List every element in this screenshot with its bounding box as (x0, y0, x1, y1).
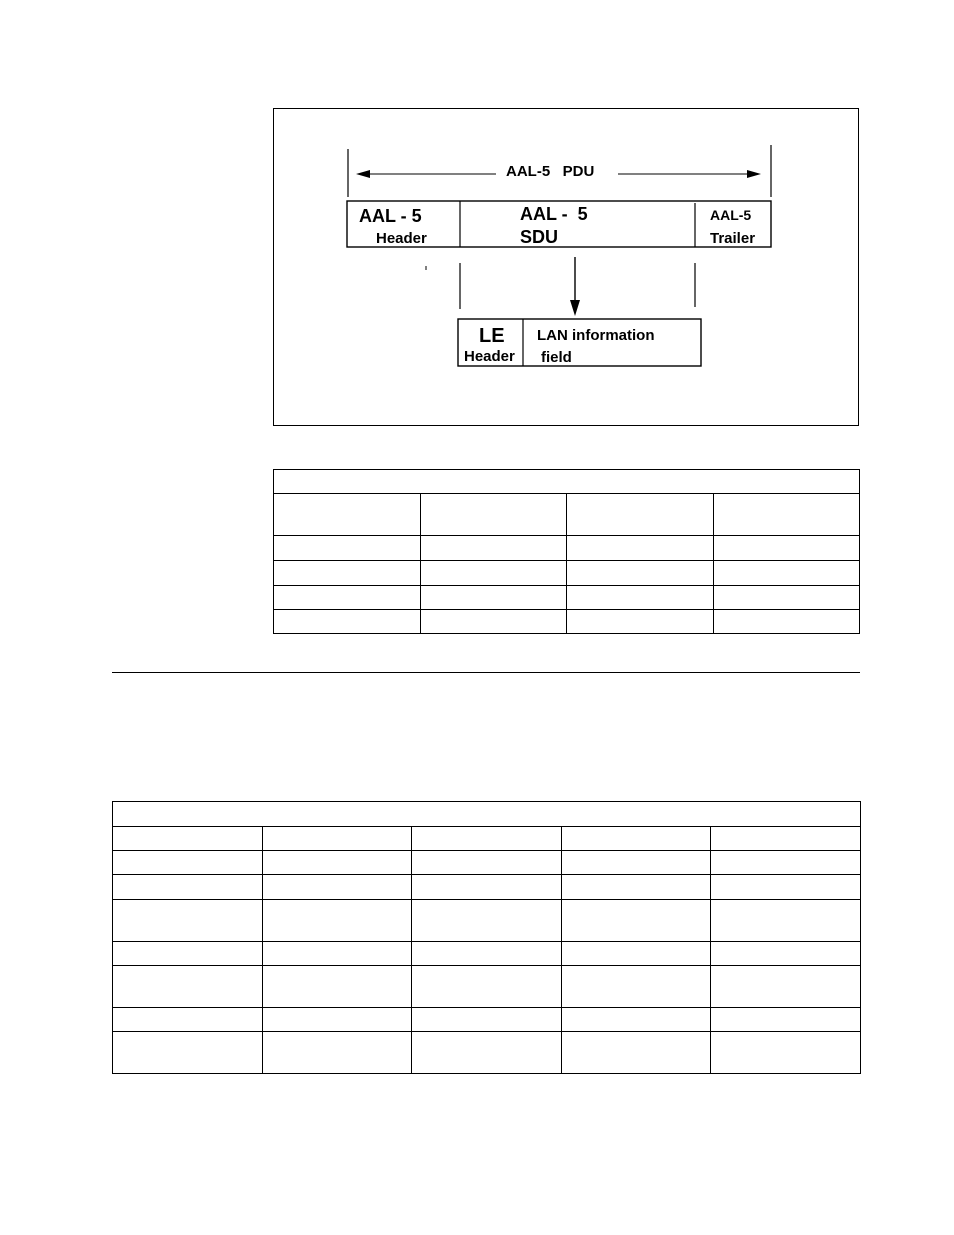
table-cell (561, 875, 711, 900)
table-row (113, 827, 861, 851)
table-row (113, 966, 861, 1008)
table-cell (711, 966, 861, 1008)
table-row (274, 536, 860, 561)
table-cell (113, 966, 263, 1008)
table-cell (420, 586, 567, 610)
table-cell (567, 561, 714, 586)
table-cell (262, 875, 412, 900)
sdu-sub: SDU (520, 227, 559, 247)
table-cell (262, 827, 412, 851)
table-cell (274, 561, 421, 586)
pdu-arrow-right-head (747, 170, 761, 178)
table-cell (713, 561, 860, 586)
down-arrow-head (570, 300, 580, 316)
table-cell (412, 1032, 562, 1074)
table-cell (711, 1032, 861, 1074)
table-cell (713, 536, 860, 561)
table-row (113, 1032, 861, 1074)
table-cell (113, 875, 263, 900)
table-row (113, 875, 861, 900)
aal5-pdu-diagram (274, 109, 860, 427)
table-cell (567, 586, 714, 610)
table-cell (274, 536, 421, 561)
table-row (113, 942, 861, 966)
table-cell (113, 942, 263, 966)
table-cell (561, 942, 711, 966)
table-row (274, 561, 860, 586)
table-row (113, 1008, 861, 1032)
trailer-sub: Trailer (710, 230, 756, 247)
table-cell (113, 827, 263, 851)
table-cell (412, 851, 562, 875)
trailer-title: AAL-5 (710, 207, 752, 223)
table-cell (412, 827, 562, 851)
table-cell (420, 494, 567, 536)
table-caption-row (113, 802, 861, 827)
table-cell (262, 851, 412, 875)
table-cell (262, 1032, 412, 1074)
table-cell (412, 966, 562, 1008)
table-cell (412, 875, 562, 900)
table-cell (412, 942, 562, 966)
table-cell (561, 827, 711, 851)
table-cell (711, 1008, 861, 1032)
table-cell (567, 536, 714, 561)
table-row (113, 851, 861, 875)
section-divider (112, 672, 860, 673)
lan-line2: field (541, 349, 572, 366)
table-caption-cell (113, 802, 861, 827)
table-cell (711, 875, 861, 900)
le-title: LE (479, 325, 505, 347)
table-cell (262, 942, 412, 966)
table-cell (713, 586, 860, 610)
table-cell (561, 966, 711, 1008)
table-1 (273, 469, 860, 634)
pdu-label: AAL-5 PDU (506, 163, 595, 180)
table-cell (567, 494, 714, 536)
table-cell (711, 851, 861, 875)
table-2 (112, 801, 861, 1074)
table-cell (113, 1008, 263, 1032)
lan-line1: LAN information (537, 327, 655, 344)
table-cell (711, 900, 861, 942)
pdu-arrow-left-head (356, 170, 370, 178)
table-cell (561, 1008, 711, 1032)
table-caption-row (274, 470, 860, 494)
table-cell (711, 942, 861, 966)
table-cell (567, 610, 714, 634)
table-cell (420, 561, 567, 586)
table-cell (274, 586, 421, 610)
table-cell (274, 494, 421, 536)
figure-frame (273, 108, 859, 426)
table-cell (274, 610, 421, 634)
table-row (113, 900, 861, 942)
table-caption-cell (274, 470, 860, 494)
table-row (274, 610, 860, 634)
table-cell (711, 827, 861, 851)
table-cell (113, 1032, 263, 1074)
table-cell (713, 610, 860, 634)
table-cell (262, 900, 412, 942)
header-title: AAL - 5 (359, 206, 422, 226)
table-row (274, 586, 860, 610)
table-cell (412, 900, 562, 942)
table-cell (420, 610, 567, 634)
table-cell (262, 966, 412, 1008)
table-cell (561, 1032, 711, 1074)
table-cell (262, 1008, 412, 1032)
sdu-title: AAL - 5 (520, 204, 588, 224)
header-sub: Header (376, 230, 427, 247)
table-row (274, 494, 860, 536)
table-cell (113, 851, 263, 875)
table-cell (561, 900, 711, 942)
table-cell (420, 536, 567, 561)
table-cell (713, 494, 860, 536)
table-cell (113, 900, 263, 942)
table-cell (561, 851, 711, 875)
le-sub: Header (464, 348, 515, 365)
table-cell (412, 1008, 562, 1032)
